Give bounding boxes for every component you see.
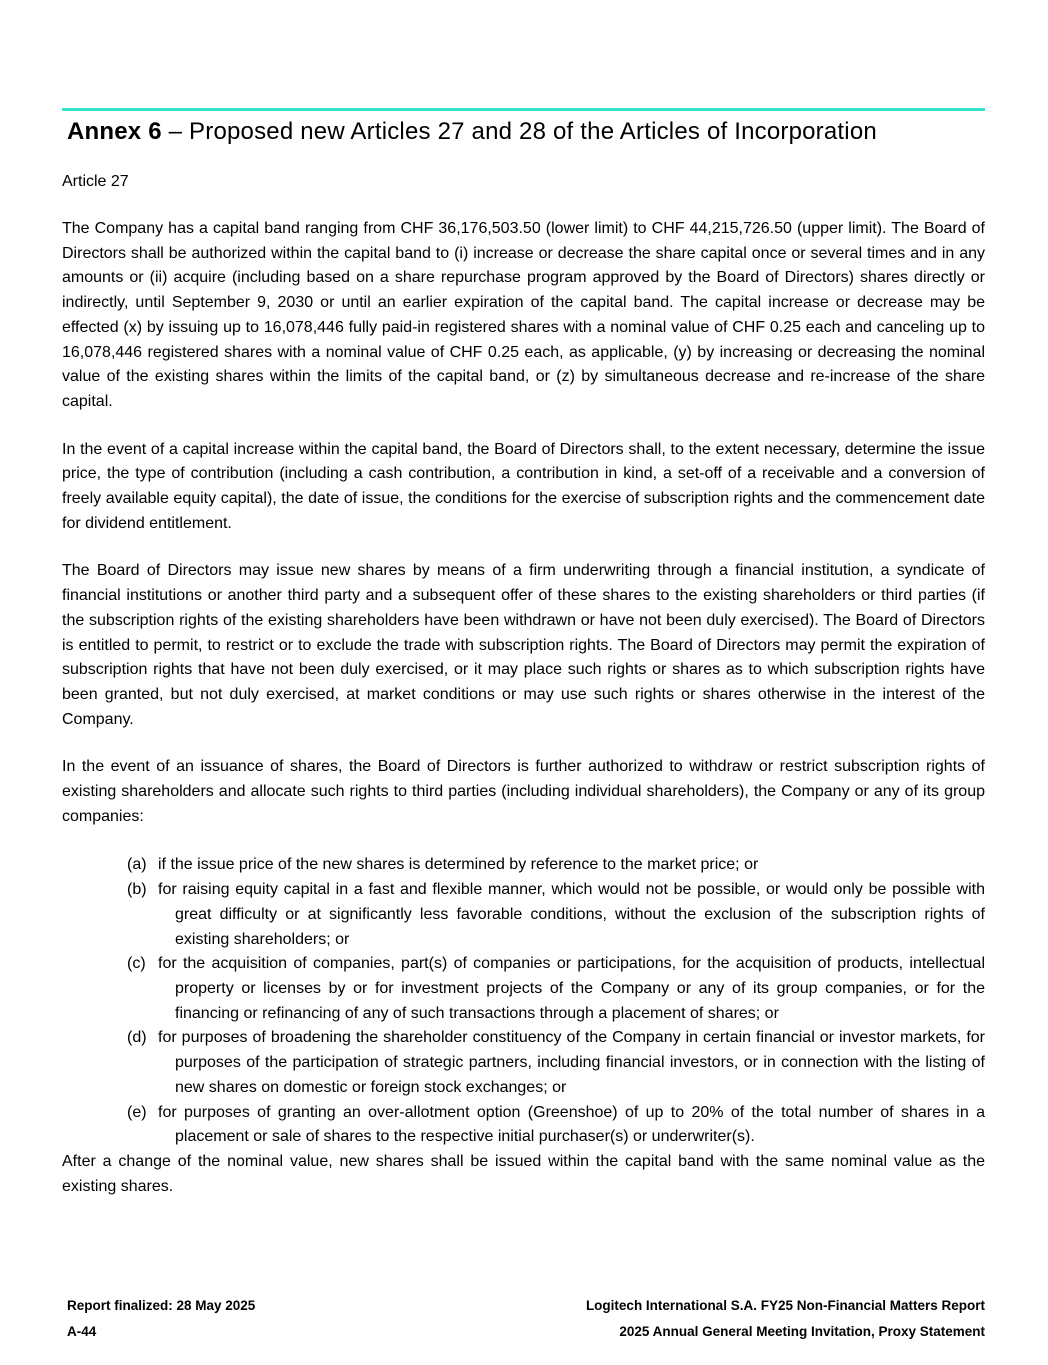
list-item-d-text: for purposes of broadening the shareholder constituency of the Company in certain financial or investor markets, for purposes of the participation of strategic partners, including financial investors, or in connection with the listing of new shares on domestic or foreign stock exchanges; or: [158, 1029, 985, 1096]
footer-right: [586, 1293, 985, 1345]
footer-page-number: A-44: [67, 1324, 97, 1339]
footer-report-finalized: Report finalized: 28 May 2025: [67, 1298, 256, 1313]
footer-report-title: Logitech International S.A. FY25 Non-Financial Matters Report: [585, 1298, 985, 1313]
page-title-annex-number: Annex 6: [67, 118, 162, 145]
conditions-list: [62, 853, 985, 1149]
page-title: [62, 115, 985, 148]
list-item-a-marker: (a): [127, 856, 147, 874]
paragraph-closing: After a change of the nominal value, new shares shall be issued within the capital band with the same nominal value as the existing shares.: [62, 1152, 985, 1195]
list-item-c-text: for the acquisition of companies, part(s) of companies or participations, for the acquisition of products, intellectual property or licenses by or for investment projects of the Company or any of its group companies, or for the financing or refinancing of any of such transactions through a placement of shares; or: [158, 955, 985, 1022]
list-item-b-marker: (b): [127, 881, 147, 899]
page-content: [62, 0, 985, 1199]
list-item-d: [62, 1026, 985, 1100]
paragraph-subscription-rights: In the event of an issuance of shares, the Board of Directors is further authorized to withdraw or restrict subscription rights of existing shareholders and allocate such rights to third parties (including individual shareholders), the Company or any of its group companies:: [62, 758, 985, 825]
list-item-b: [62, 878, 985, 952]
page-title-text: – Proposed new Articles 27 and 28 of the Articles of Incorporation: [161, 118, 877, 145]
list-item-e: [62, 1101, 985, 1150]
list-item-d-marker: (d): [127, 1029, 147, 1047]
footer-left: [67, 1293, 255, 1345]
article-label: Article 27: [62, 173, 129, 190]
list-item-c-marker: (c): [127, 955, 146, 973]
page-footer: [67, 1293, 985, 1345]
list-item-e-marker: (e): [127, 1103, 147, 1121]
paragraph-new-shares-issue: The Board of Directors may issue new shares by means of a firm underwriting through a financial institution, a syndicate of financial institutions or another third party and a subsequent offer of these shares to the existing shareholders or third parties (if the subscription rights of the existing shareholders have been withdrawn or have not been duly exercised). The Board of Directors is entitled to permit, to restrict or to exclude the trade with subscription rights. The Board of Directors may permit the expiration of subscription rights that have not been duly exercised, or it may place such rights or shares as to which subscription rights have been granted, but not duly exercised, at market conditions or may use such rights or shares otherwise in the interest of the Company.: [62, 562, 985, 728]
paragraph-capital-band: The Company has a capital band ranging from CHF 36,176,503.50 (lower limit) to CHF 44,215,726.50 (upper limit). The Board of Directors shall be authorized within the capital band to (i) increase or decrease the share capital once or several times and in any amounts or (ii) acquire (including based on a share repurchase program approved by the Board of Directors) shares directly or indirectly, until September 9, 2030 or until an earlier expiration of the capital band. The capital increase or decrease may be effected (x) by issuing up to 16,078,446 fully paid-in registered shares with a nominal value of CHF 0.25 each and canceling up to 16,078,446 registered shares with a nominal value of CHF 0.25 each, as applicable, (y) by increasing or decreasing the nominal value of the existing shares within the limits of the capital band, or (z) by simultaneous decrease and re-increase of the share capital.: [62, 220, 985, 410]
list-item-b-text: for raising equity capital in a fast and flexible manner, which would not be possible, or would only be possible with great difficulty or at significantly less favorable conditions, without the exclusion of the subscription rights of existing shareholders; or: [158, 881, 985, 948]
footer-meeting-title: 2025 Annual General Meeting Invitation, Proxy Statement: [619, 1324, 985, 1339]
list-item-e-text: for purposes of granting an over-allotment option (Greenshoe) of up to 20% of the total number of shares in a placement or sale of shares to the respective initial purchaser(s) or underwriter(s).: [158, 1103, 985, 1146]
paragraph-capital-increase: In the event of a capital increase within the capital band, the Board of Directors shall, to the extent necessary, determine the issue price, the type of contribution (including a cash contribution, a contribution in kind, a set-off of a receivable and a conversion of freely available equity capital), the date of issue, the conditions for the exercise of subscription rights and the commencement date for dividend entitlement.: [62, 440, 985, 532]
title-accent-rule: [62, 108, 985, 111]
list-item-a-text: if the issue price of the new shares is determined by reference to the market price; or: [158, 856, 759, 874]
list-item-a: [62, 853, 985, 878]
list-item-c: [62, 952, 985, 1026]
